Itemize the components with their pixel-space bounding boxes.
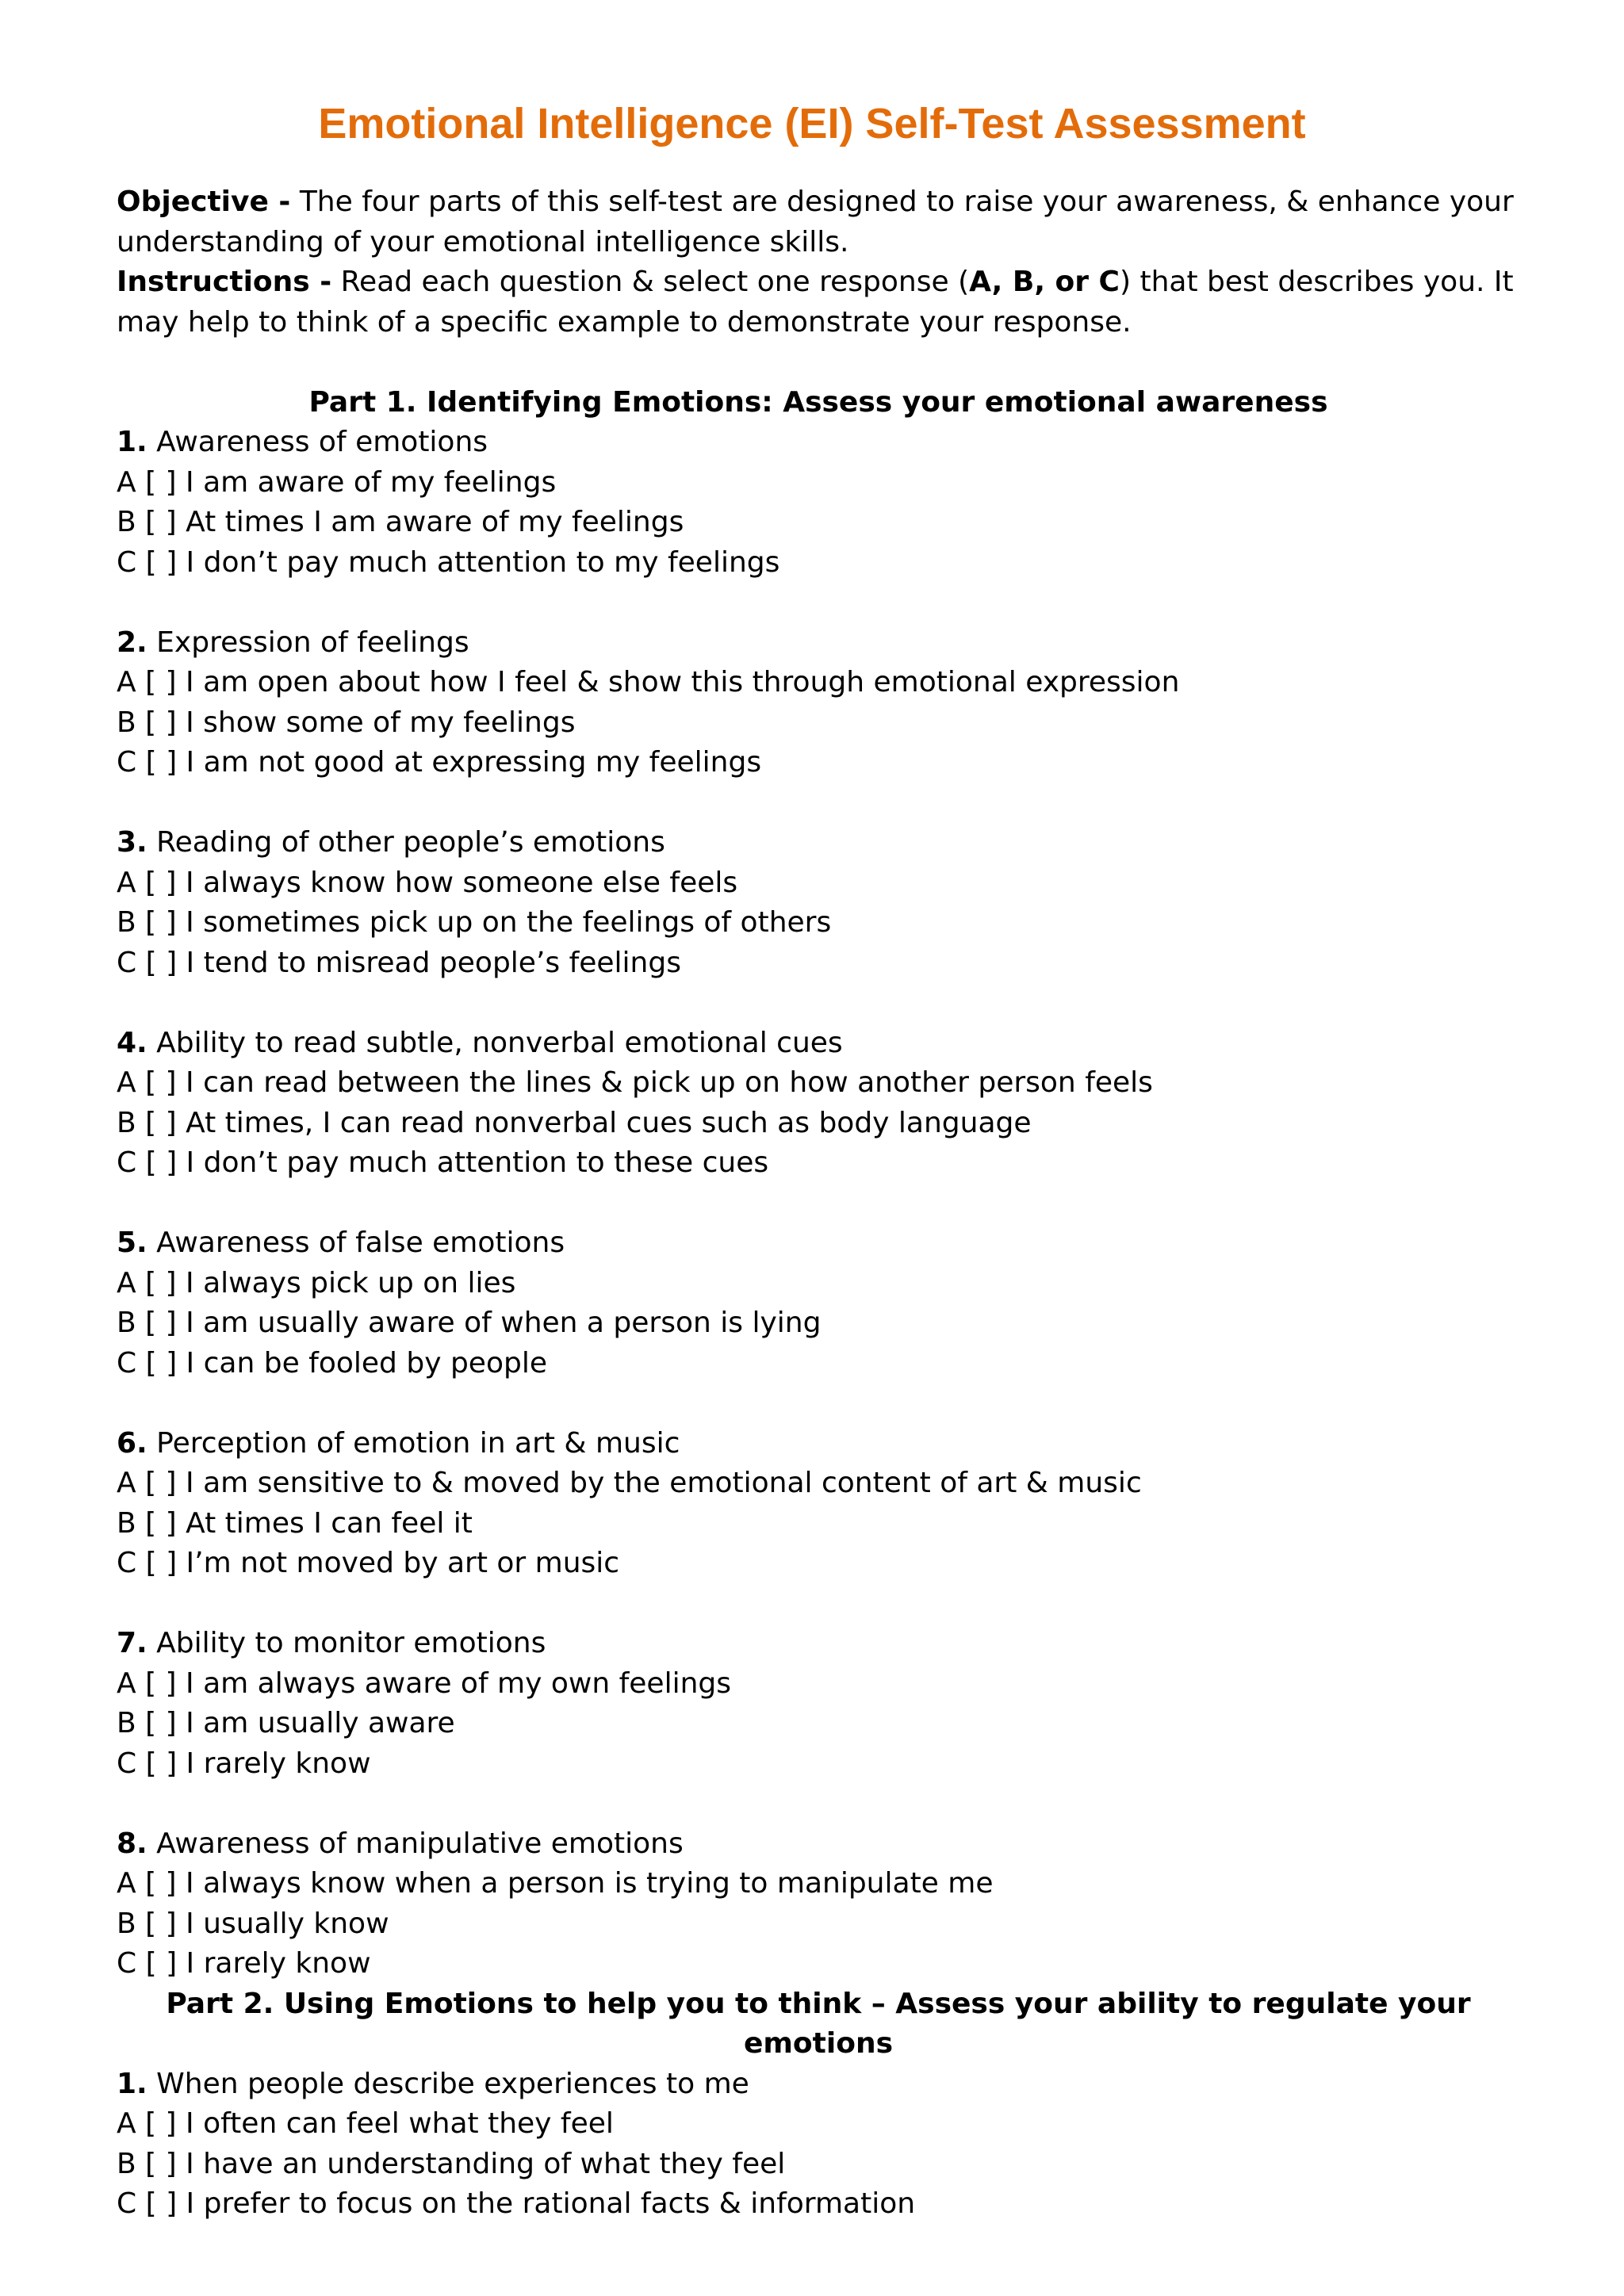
part2-heading: Part 2. Using Emotions to help you to think – Assess your ability to regulate your emotions [166,1987,1471,2060]
instructions-paragraph [117,262,1520,342]
answer-option-a[interactable]: A [ ] I always know when a person is trying to manipulate me [117,1867,994,1900]
question-text: Perception of emotion in art & music [147,1426,680,1460]
question [117,1624,1520,1664]
question-number: 2. [117,626,147,659]
question-number: 6. [117,1426,147,1460]
answer-option-b[interactable]: B [ ] At times I can feel it [117,1506,473,1540]
answer-option-c[interactable]: C [ ] I rarely know [117,1747,371,1780]
answer-option-b[interactable]: B [ ] I am usually aware [117,1707,455,1739]
question-block [117,2064,1520,2225]
objective-text: The four parts of this self-test are designed to raise your awareness, & enhance your understanding of your emotional intelligence skills. [117,186,1514,258]
question [117,823,1520,863]
question-block [117,1223,1520,1383]
question-text: Awareness of emotions [147,426,488,458]
page-title: Emotional Intelligence (EI) Self-Test Assessment [318,100,1306,147]
answer-option-a[interactable]: A [ ] I am open about how I feel & show this through emotional expression [117,666,1180,698]
spacer [117,342,1520,383]
question-block [117,1024,1520,1184]
question [117,1024,1520,1064]
answer-option-a[interactable]: A [ ] I can read between the lines & pick up on how another person feels [117,1066,1153,1099]
answer-option-a[interactable]: A [ ] I am sensitive to & moved by the emotional content of art & music [117,1467,1142,1499]
answer-option-b[interactable]: B [ ] I usually know [117,1907,389,1940]
spacer [117,1584,1520,1624]
question [117,423,1520,463]
answer-option-b[interactable]: B [ ] I show some of my feelings [117,706,576,739]
objective-label: Objective - [117,186,291,218]
question-block [117,1424,1520,1584]
answer-option-c[interactable]: C [ ] I tend to misread people’s feelings [117,946,681,979]
answer-option-c[interactable]: C [ ] I prefer to focus on the rational facts & information [117,2187,916,2220]
question-block [117,1824,1520,1984]
answer-option-a[interactable]: A [ ] I always know how someone else feels [117,866,738,899]
answer-option-a[interactable]: A [ ] I am aware of my feelings [117,465,557,499]
spacer [117,983,1520,1024]
question-number: 3. [117,826,147,859]
question-block [117,623,1520,783]
question [117,623,1520,664]
instructions-text-after: ) that best describes you. It may help to think of a specific example to demonstrate your response. [117,266,1514,339]
answer-option-c[interactable]: C [ ] I don’t pay much attention to my feelings [117,545,780,579]
answer-option-c[interactable]: C [ ] I am not good at expressing my feelings [117,746,762,779]
question-text: Reading of other people’s emotions [147,826,665,859]
objective-paragraph [117,182,1520,262]
question-block [117,823,1520,983]
question-number: 1. [117,2067,147,2100]
question-block [117,423,1520,583]
spacer [117,1784,1520,1824]
answer-option-a[interactable]: A [ ] I always pick up on lies [117,1266,516,1299]
question [117,2064,1520,2105]
part1-heading: Part 1. Identifying Emotions: Assess your emotional awareness [308,385,1328,419]
question-number: 4. [117,1026,147,1059]
instructions-text-before: Read each question & select one response ( [331,266,970,298]
answer-option-a[interactable]: A [ ] I am always aware of my own feelings [117,1667,732,1700]
answer-option-c[interactable]: C [ ] I can be fooled by people [117,1346,547,1380]
question-number: 5. [117,1226,147,1259]
instructions-label: Instructions - [117,266,332,298]
answer-option-b[interactable]: B [ ] I have an understanding of what they feel [117,2147,786,2180]
question-number: 7. [117,1627,147,1659]
answer-option-b[interactable]: B [ ] I am usually aware of when a person is lying [117,1307,822,1339]
question-block [117,1624,1520,1784]
answer-option-c[interactable]: C [ ] I’m not moved by art or music [117,1547,620,1579]
spacer [117,583,1520,623]
spacer [117,1184,1520,1224]
answer-option-c[interactable]: C [ ] I don’t pay much attention to these cues [117,1146,769,1179]
question-number: 1. [117,426,147,458]
answer-option-b[interactable]: B [ ] At times, I can read nonverbal cues such as body language [117,1106,1032,1139]
question-number: 8. [117,1827,147,1860]
answer-option-b[interactable]: B [ ] I sometimes pick up on the feelings of others [117,906,832,939]
document-body [117,182,1520,2225]
question-text: Ability to monitor emotions [147,1627,546,1659]
question-text: Expression of feelings [147,626,469,659]
question-text: Awareness of false emotions [147,1226,565,1259]
answer-option-b[interactable]: B [ ] At times I am aware of my feelings [117,506,684,538]
answer-option-a[interactable]: A [ ] I often can feel what they feel [117,2107,614,2140]
answer-option-c[interactable]: C [ ] I rarely know [117,1947,371,1980]
question-text: Awareness of manipulative emotions [147,1827,684,1860]
instructions-choices: A, B, or C [969,266,1120,298]
spacer [117,783,1520,824]
question [117,1824,1520,1865]
question [117,1223,1520,1264]
question-text: Ability to read subtle, nonverbal emotional cues [147,1026,843,1059]
spacer [117,1383,1520,1424]
question-text: When people describe experiences to me [147,2067,749,2100]
question [117,1424,1520,1464]
